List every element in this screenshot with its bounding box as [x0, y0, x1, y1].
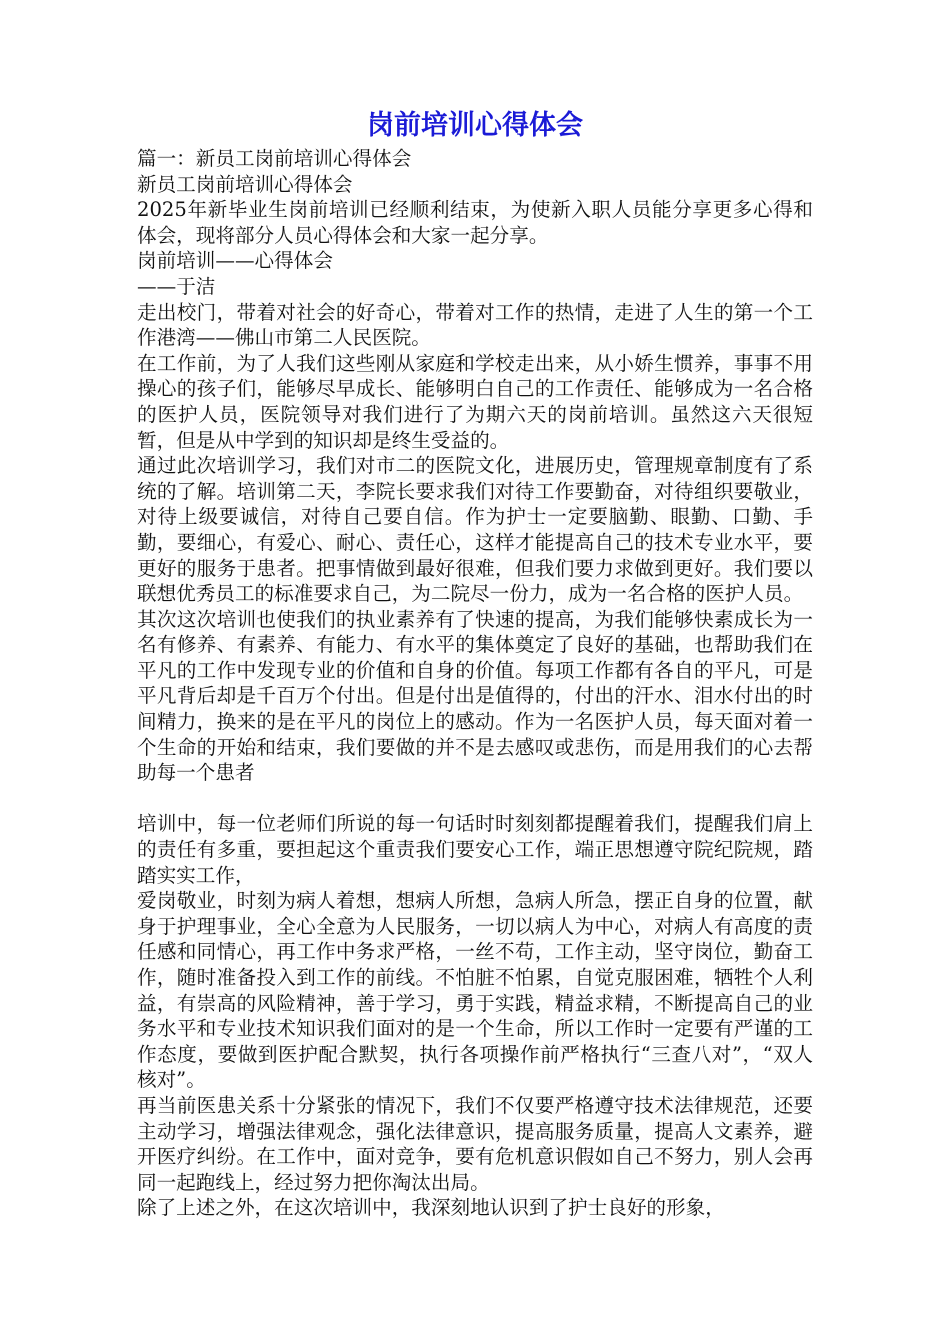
- body-paragraph: 走出校门，带着对社会的好奇心，带着对工作的热情，走进了人生的第一个工作港湾——佛山市第二人民医院。: [137, 300, 813, 350]
- intro-paragraph: 2025年新毕业生岗前培训已经顺利结束，为使新入职人员能分享更多心得和体会，现将部分人员心得体会和大家一起分享。: [137, 198, 813, 247]
- body-paragraph: 培训中，每一位老师们所说的每一句话时时刻刻都提醒着我们，提醒我们肩上的责任有多重，要担起这个重责我们要安心工作，端正思想遵守院纪院规，踏踏实实工作，: [137, 812, 813, 887]
- article-title: 新员工岗前培训心得体会: [137, 172, 353, 196]
- document-title: 岗前培训心得体会: [367, 110, 583, 141]
- blank-line: [137, 786, 813, 812]
- section-heading: 篇一：新员工岗前培训心得体会: [137, 147, 412, 170]
- body-paragraph: 再当前医患关系十分紧张的情况下，我们不仅要严格遵守技术法律规范，还要主动学习，增强法律观念，强化法律意识，提高服务质量，提高人文素养，避开医疗纠纷。在工作中，面对竞争，要有危机意识假如自己不努力，别人会再同一起跑线上，经过努力把你淘汰出局。: [137, 1093, 813, 1194]
- essay-title: 岗前培训——心得体会: [137, 249, 333, 273]
- body-paragraph: 在工作前，为了人我们这些刚从家庭和学校走出来，从小娇生惯养，事事不用操心的孩子们，能够尽早成长、能够明白自己的工作责任、能够成为一名合格的医护人员，医院领导对我们进行了为期六天的岗前培训。虽然这六天很短暂，但是从中学到的知识却是终生受益的。: [137, 351, 813, 452]
- body-paragraph: 通过此次培训学习，我们对市二的医院文化，进展历史，管理规章制度有了系统的了解。培训第二天，李院长要求我们对待工作要勤奋，对待组织要敬业，对待上级要诚信，对待自己要自信。作为护士一定要脑勤、眼勤、口勤、手勤，要细心，有爱心、耐心、责任心，这样才能提高自己的技术专业水平，要更好的服务于患者。把事情做到最好很难，但我们要力求做到更好。我们要以联想优秀员工的标准要求自己，为二院尽一份力，成为一名合格的医护人员。: [137, 454, 813, 606]
- body-paragraph: 除了上述之外，在这次培训中，我深刻地认识到了护士良好的形象，: [137, 1196, 725, 1220]
- body-paragraph: 其次这次培训也使我们的执业素养有了快速的提高，为我们能够快素成长为一名有修养、有素养、有能力、有水平的集体奠定了良好的基础，也帮助我们在平凡的工作中发现专业的价值和自身的价值。每项工作都有各自的平凡，可是平凡背后却是千百万个付出。但是付出是值得的，付出的汗水、泪水付出的时间精力，换来的是在平凡的岗位上的感动。作为一名医护人员，每天面对着一个生命的开始和结束，我们要做的并不是去感叹或悲伤，而是用我们的心去帮助每一个患者: [137, 607, 813, 785]
- document-body: [137, 146, 813, 1221]
- essay-author: ——于洁: [137, 274, 216, 298]
- body-paragraph: 爱岗敬业，时刻为病人着想，想病人所想，急病人所急，摆正自身的位置，献身于护理事业，全心全意为人民服务，一切以病人为中心，对病人有高度的责任感和同情心，再工作中务求严格，一丝不苟，工作主动，坚守岗位，勤奋工作，随时准备投入到工作的前线。不怕脏不怕累，自觉克服困难，牺牲个人利益，有崇高的风险精神，善于学习，勇于实践，精益求精，不断提高自己的业务水平和专业技术知识我们面对的是一个生命，所以工作时一定要有严谨的工作态度，要做到医护配合默契，执行各项操作前严格执行“三查八对”，“双人核对”。: [137, 889, 813, 1092]
